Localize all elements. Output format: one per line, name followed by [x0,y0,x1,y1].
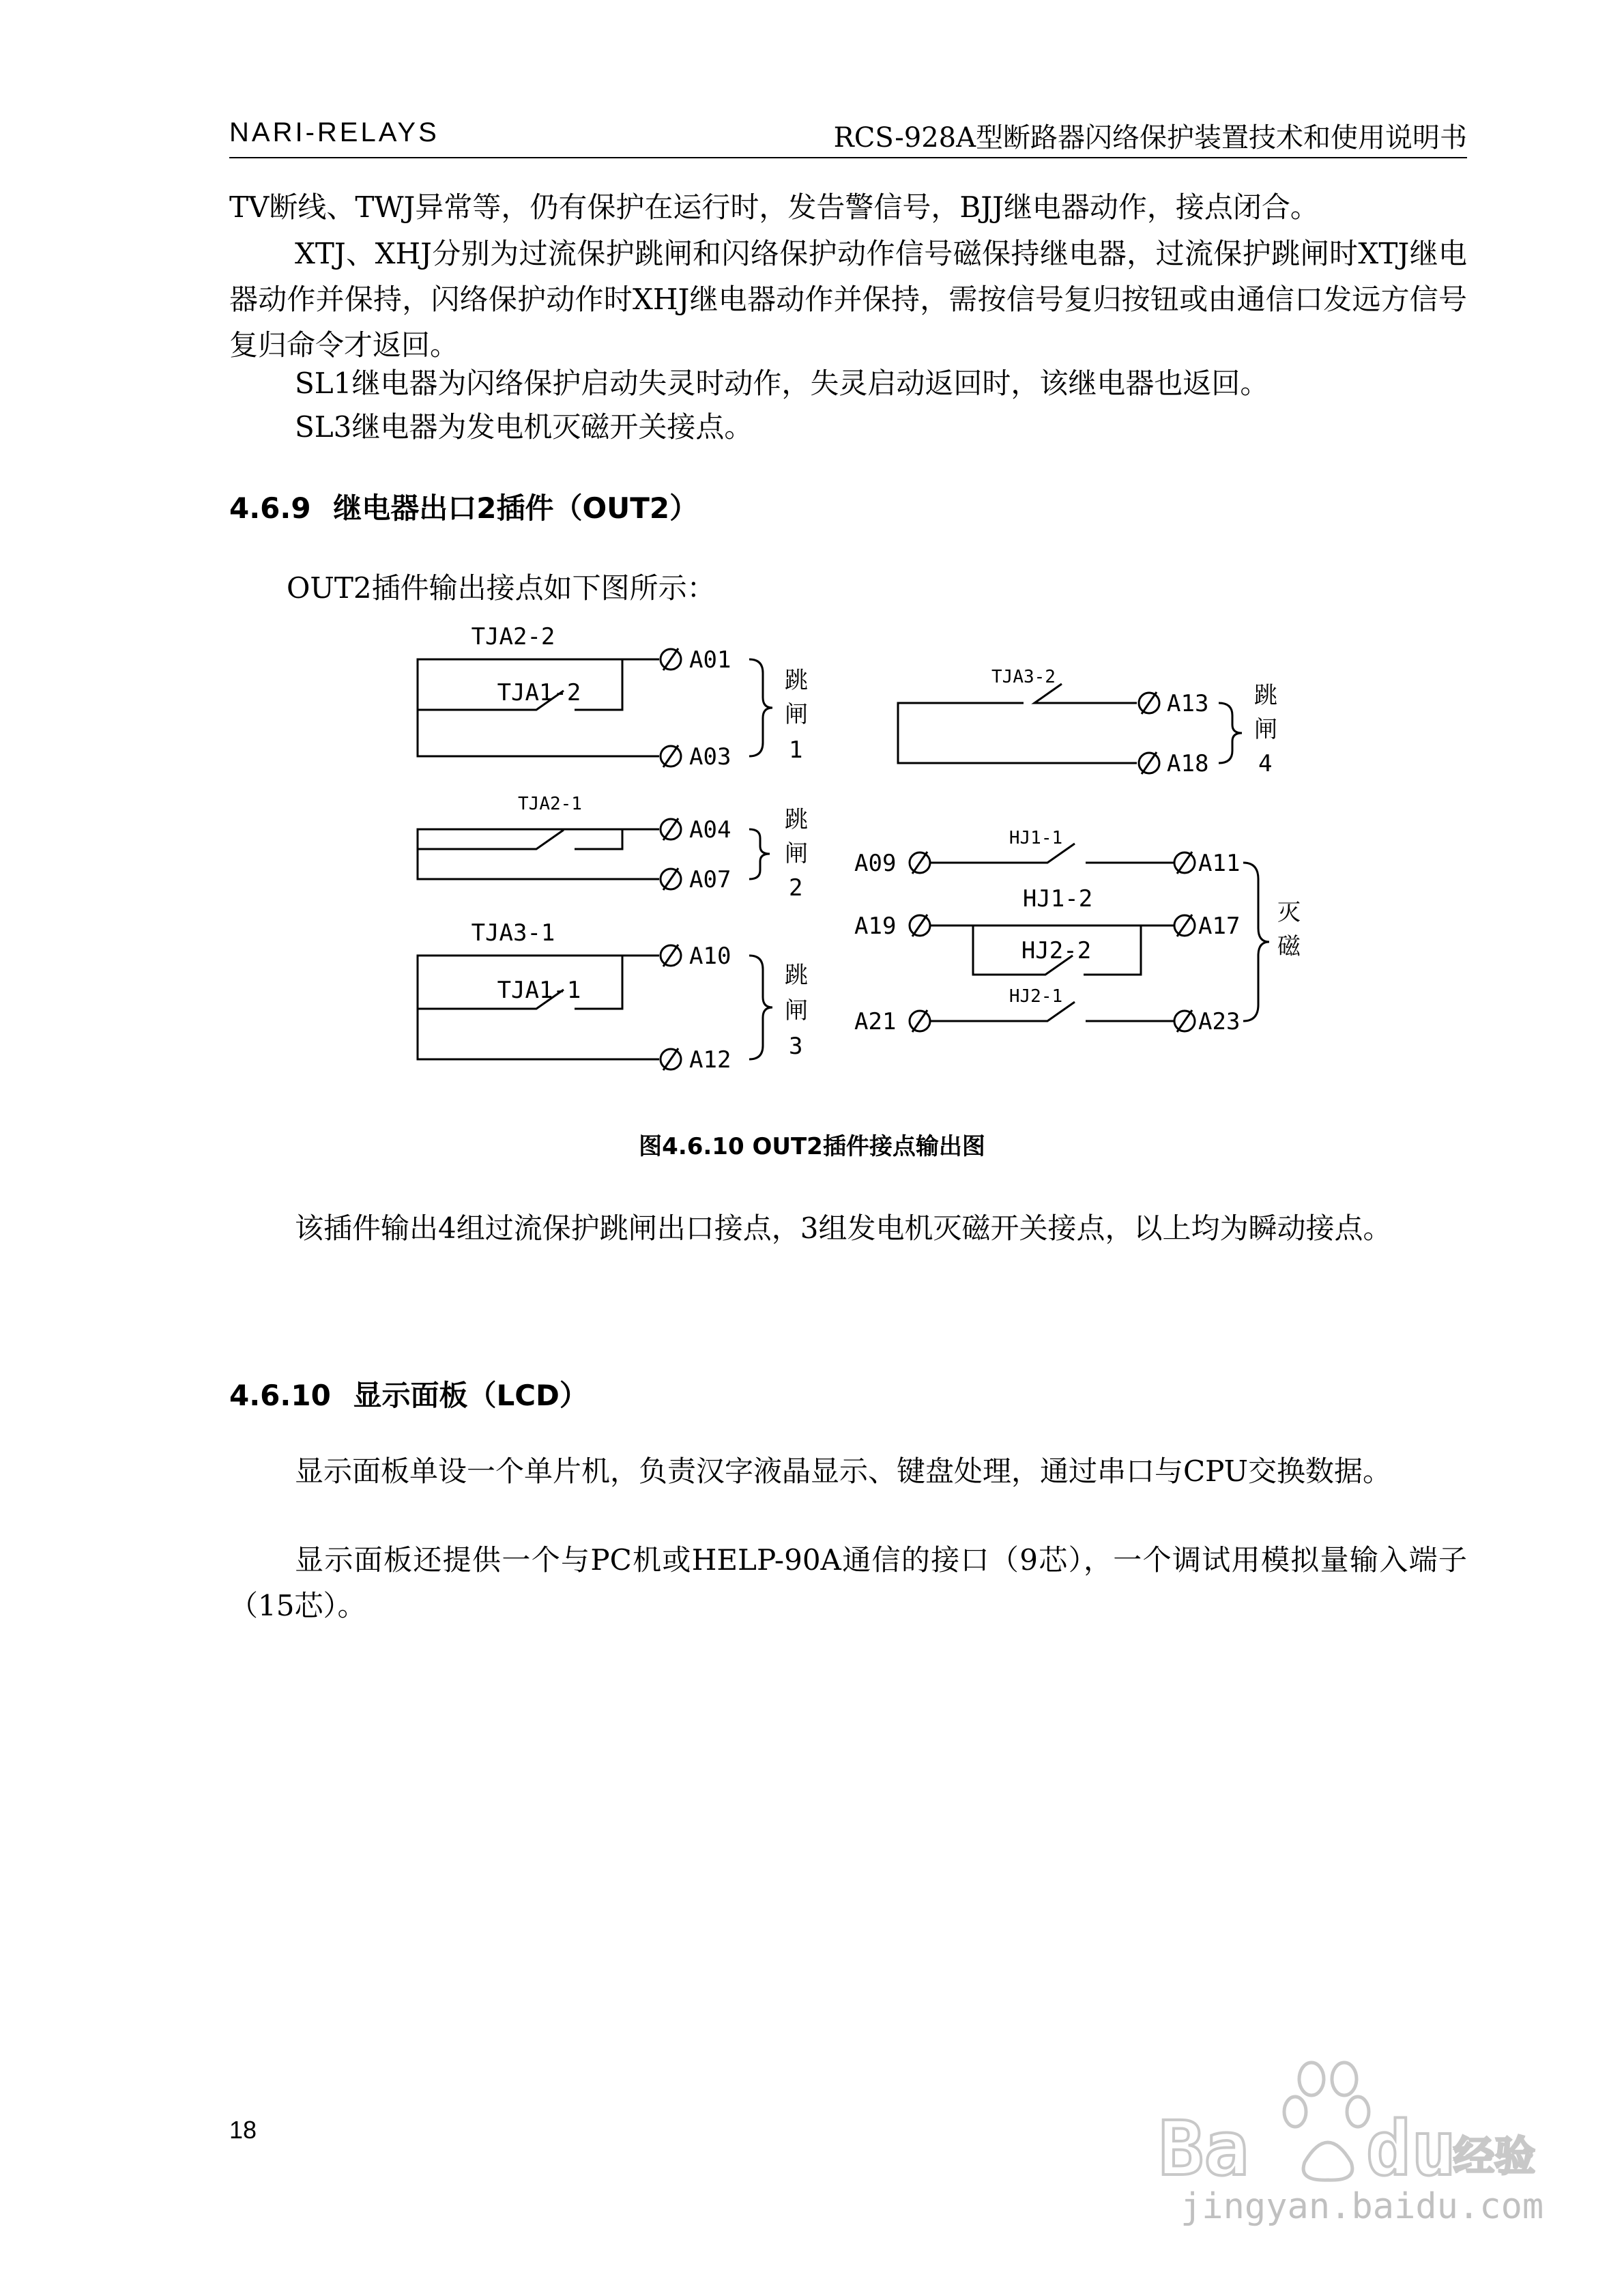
out2-contact-diagram [0,0,1624,1119]
group1-label-char2: 闸 [785,701,808,728]
section-title: 继电器出口2插件（OUT2） [333,491,699,525]
paw-toe-3 [1284,2097,1306,2127]
group2-wiring [418,829,659,879]
group4-brace [1219,703,1242,763]
paw-pad [1303,2142,1352,2180]
watermark-url: jingyan.baidu.com [1180,2186,1544,2227]
paragraph-xtj-xhj: XTJ、XHJ分别为过流保护跳闸和闪络保护动作信号磁保持继电器，过流保护跳闸时XTJ继电器动作并保持，闪络保护动作时XHJ继电器动作并保持，需按信号复归按钮或由通信口发远方信号复归命令才返回。 [229,237,1467,362]
terminal-label-a19: A19 [854,913,897,940]
group4-label-char3: 4 [1258,750,1273,777]
terminal-label-a07: A07 [689,866,731,893]
terminal-label-a01: A01 [689,646,731,674]
group2-label-char2: 闸 [785,840,808,867]
group1-wiring [418,659,659,756]
group1-brace [749,659,772,756]
contact-label-tja1-1: TJA1-1 [497,977,581,1004]
figure-intro: OUT2插件输出接点如下图所示： [287,571,716,605]
contact-label-hj1-2: HJ1-2 [1022,885,1093,913]
contact-label-tja3-1: TJA3-1 [471,919,555,947]
watermark-brand-jingyan: 经验 [1453,2133,1535,2181]
terminal-label-a23: A23 [1198,1008,1241,1035]
paragraph-lcd-interface: 显示面板还提供一个与PC机或HELP-90A通信的接口（9芯），一个调试用模拟量输入端子（15芯）。 [229,1543,1467,1622]
group1-label-char3: 1 [789,736,803,764]
baidu-jingyan-watermark [1153,2060,1544,2230]
terminal-label-a17: A17 [1198,913,1241,940]
demag-label-char2: 磁 [1277,933,1301,960]
paragraph-bjj: TV断线、TWJ异常等，仍有保护在运行时，发告警信号，BJJ继电器动作，接点闭合。 [229,190,1319,224]
paragraph-lcd-mcu: 显示面板单设一个单片机，负责汉字液晶显示、键盘处理，通过串口与CPU交换数据。 [295,1454,1392,1488]
group3-label-char2: 闸 [785,997,808,1024]
page-number: 18 [229,2116,257,2144]
group4-label-char1: 跳 [1254,682,1277,709]
contact-label-hj2-2: HJ2-2 [1021,937,1092,964]
paragraph-out2-summary: 该插件输出4组过流保护跳闸出口接点，3组发电机灭磁开关接点，以上均为瞬动接点。 [295,1211,1392,1245]
contact-label-tja3-2: TJA3-2 [991,667,1056,687]
paragraph-sl3: SL3继电器为发电机灭磁开关接点。 [295,410,753,444]
header-brand: NARI-RELAYS [229,117,439,147]
terminal-label-a04: A04 [689,816,731,844]
terminal-label-a11: A11 [1198,850,1241,877]
paw-toe-1 [1299,2063,1324,2095]
demag-brace [1243,863,1269,1021]
terminal-label-a18: A18 [1167,750,1209,777]
group3-brace [749,956,772,1059]
group4-label-char2: 闸 [1254,716,1277,743]
terminal-label-a12: A12 [689,1046,731,1074]
demag-label-char1: 灭 [1277,899,1301,926]
contact-label-hj2-1: HJ2-1 [1009,986,1063,1007]
group1-label-char1: 跳 [785,667,808,694]
group3-wiring [418,956,659,1059]
group4-wiring [898,684,1137,763]
group3-label-char3: 3 [789,1033,803,1060]
group2-label-char3: 2 [789,874,803,902]
contact-label-tja2-2: TJA2-2 [471,623,555,650]
group3-label-char1: 跳 [785,962,808,989]
terminal-label-a10: A10 [689,943,731,970]
contact-label-tja1-2: TJA1-2 [497,679,581,706]
section-heading-4-6-10 [229,1373,588,1414]
contact-label-hj1-1: HJ1-1 [1009,828,1063,848]
section-number: 4.6.10 [229,1379,331,1412]
group2-label-char1: 跳 [785,806,808,833]
figure-caption: 图4.6.10 OUT2插件接点输出图 [639,1133,985,1160]
section-title: 显示面板（LCD） [353,1379,588,1412]
contact-label-tja2-1: TJA2-1 [518,794,582,814]
paragraph-sl1: SL1继电器为闪络保护启动失灵时动作，失灵启动返回时，该继电器也返回。 [295,367,1269,400]
paw-toe-2 [1332,2063,1357,2095]
terminal-label-a09: A09 [854,850,897,877]
watermark-brand-du: du [1366,2105,1457,2192]
header-document-title: RCS-928A型断路器闪络保护装置技术和使用说明书 [833,122,1467,154]
group2-brace [749,829,770,879]
section-number: 4.6.9 [229,491,311,525]
watermark-brand-ba: Ba [1159,2105,1249,2192]
terminal-label-a21: A21 [854,1008,897,1035]
terminal-label-a13: A13 [1167,690,1209,717]
terminal-label-a03: A03 [689,743,731,771]
